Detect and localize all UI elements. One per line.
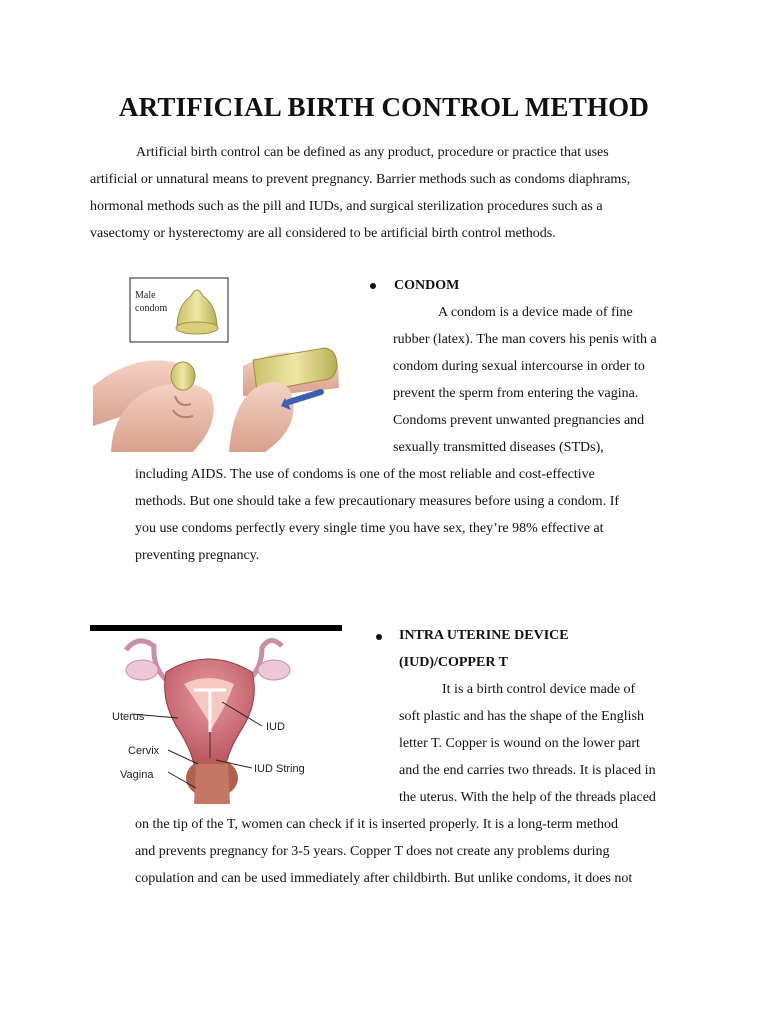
iud-heading-line: INTRA UTERINE DEVICE [399,628,569,643]
condom-line: preventing pregnancy. [135,548,260,563]
bullet-dot [370,283,376,289]
condom-line: condom during sexual intercourse in order to [393,359,645,374]
figure-label-male: Male [135,290,156,301]
iud-heading-line: (IUD)/COPPER T [399,655,509,670]
figure-label-iud-string: IUD String [254,763,305,775]
condom-illustration [93,276,343,452]
iud-line: on the tip of the T, women can check if it is inserted properly. It is a long-term method [135,817,618,832]
iud-illustration [112,632,322,804]
intro-line: hormonal methods such as the pill and IUDs, and surgical sterilization procedures such as a [90,199,603,214]
figure-label-iud: IUD [266,721,285,733]
intro-line: vasectomy or hysterectomy are all considered to be artificial birth control methods. [90,226,556,241]
condom-line: prevent the sperm from entering the vagina. [393,386,639,401]
iud-line: copulation and can be used immediately after childbirth. But unlike condoms, it does not [135,871,633,886]
condom-heading-label: CONDOM [394,278,460,293]
iud-line: It is a birth control device made of [442,682,636,697]
section-divider [90,625,342,631]
condom-line: Condoms prevent unwanted pregnancies and [393,413,645,428]
iud-line: and the end carries two threads. It is placed in [399,763,656,778]
condom-line: including AIDS. The use of condoms is one of the most reliable and cost-effective [135,467,595,482]
iud-line: and prevents pregnancy for 3-5 years. Copper T does not create any problems during [135,844,610,859]
condom-line: you use condoms perfectly every single time you have sex, they’re 98% effective at [135,521,604,536]
condom-line: methods. But one should take a few precautionary measures before using a condom. If [135,494,620,509]
intro-line: Artificial birth control can be defined as any product, procedure or practice that uses [136,145,609,160]
figure-label-vagina: Vagina [120,769,154,781]
intro-paragraph [90,139,678,247]
iud-line: the uterus. With the help of the threads placed [399,790,656,805]
figure-label-cervix: Cervix [128,745,160,757]
bullet-dot [376,634,382,640]
condom-line: A condom is a device made of fine [438,305,633,320]
condom-line: sexually transmitted diseases (STDs), [393,440,604,455]
page-title: ARTIFICIAL BIRTH CONTROL METHOD [118,92,650,122]
iud-line: soft plastic and has the shape of the English [399,709,644,724]
condom-line: rubber (latex). The man covers his penis with a [393,332,657,347]
intro-line: artificial or unnatural means to prevent pregnancy. Barrier methods such as condoms diaphrams, [90,172,631,187]
iud-line: letter T. Copper is wound on the lower part [399,736,640,751]
figure-label-uterus: Uterus [112,711,145,723]
figure-label-condom: condom [135,303,168,314]
